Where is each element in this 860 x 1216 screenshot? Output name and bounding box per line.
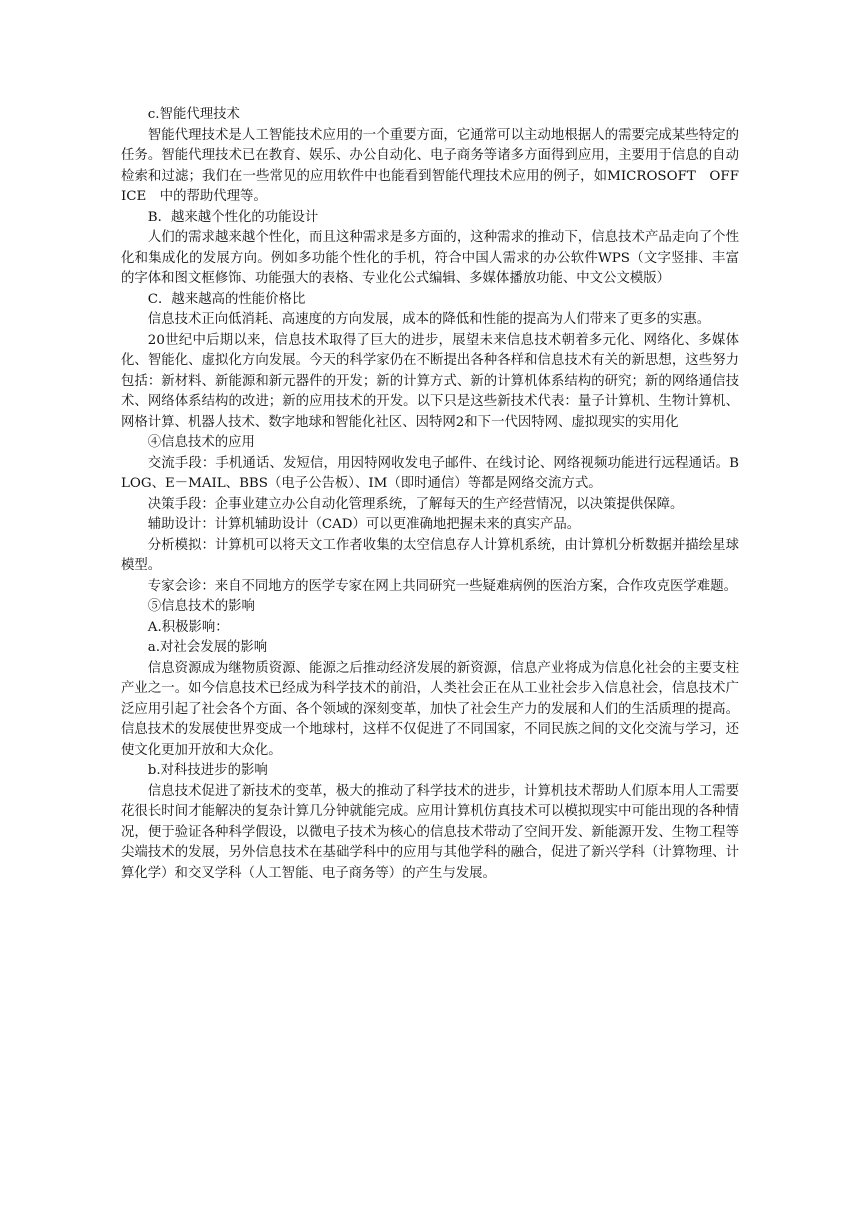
paragraph-intelligent-agent: 智能代理技术是人工智能技术应用的一个重要方面，它通常可以主动地根据人的需要完成某些特定的任务。智能代理技术已在教育、娱乐、办公自动化、电子商务等诸多方面得到应用，主要用于信息的自动检索和过滤；我们在一些常见的应用软件中也能看到智能代理技术应用的例子，如MICROSOFT OFFICE 中的帮助代理等。 (121, 127, 739, 204)
paragraph-price-performance: 信息技术正向低消耗、高速度的方向发展，成本的降低和性能的提高为人们带来了更多的实惠。 (147, 312, 711, 327)
paragraph-social-impact: 信息资源成为继物质资源、能源之后推动经济发展的新资源，信息产业将成为信息化社会的主要支柱产业之一。如今信息技术已经成为科学技术的前沿，人类社会正在从工业社会步入信息社会，信息技术广泛应用引起了社会各个方面、各个领域的深刻变革，加快了社会生产力的发展和人们的生活质理的提高。信息技术的发展使世界变成一个地球村，这样不仅促进了不同国家，不同民族之间的文化交流与学习，还使文化更加开放和大众化。 (121, 660, 739, 758)
heading-price-performance: C．越来越高的性能价格比 (147, 291, 306, 307)
document-page (121, 105, 739, 884)
heading-social-impact: a.对社会发展的影响 (147, 640, 268, 655)
heading-personalized-design: B．越来越个性化的功能设计 (147, 209, 319, 225)
paragraph-consultation: 专家会诊：来自不同地方的医学专家在网上共同研究一些疑难病例的医治方案，合作攻克医学难题。 (147, 578, 737, 594)
heading-positive-impact: A.积极影响： (147, 619, 229, 635)
paragraph-simulation: 分析模拟：计算机可以将天文工作者收集的太空信息存人计算机系统，由计算机分析数据并描绘星球模型。 (121, 537, 739, 573)
paragraph-communication: 交流手段：手机通话、发短信，用因特网收发电子邮件、在线讨论、网络视频功能进行远程通话。BLOG、E－MAIL、BBS（电子公告板）、IM（即时通信）等都是网络交流方式。 (121, 455, 739, 491)
paragraph-decision: 决策手段：企事业建立办公自动化管理系统，了解每天的生产经营情况，以决策提供保障。 (147, 496, 684, 512)
heading-it-impact: ⑤信息技术的影响 (147, 599, 255, 614)
heading-it-applications: ④信息技术的应用 (147, 435, 255, 450)
heading-tech-impact: b.对科技进步的影响 (147, 763, 268, 778)
paragraph-tech-impact: 信息技术促进了新技术的变革，极大的推动了科学技术的进步，计算机技术帮助人们原本用人工需要花很长时间才能解决的复杂计算几分钟就能完成。应用计算机仿真技术可以模拟现实中可能出现的各种情况，便于验证各种科学假设，以微电子技术为核心的信息技术带动了空间开发、新能源开发、生物工程等尖端技术的发展，另外信息技术在基础学科中的应用与其他学科的融合，促进了新兴学科（计算物理、计算化学）和交叉学科（人工智能、电子商务等）的产生与发展。 (121, 783, 739, 881)
paragraph-cad: 辅助设计：计算机辅助设计（CAD）可以更准确地把握未来的真实产品。 (147, 517, 581, 532)
paragraph-future-trends: 20世纪中后期以来，信息技术取得了巨大的进步，展望未来信息技术朝着多元化、网络化、多媒体化、智能化、虚拟化方向发展。今天的科学家仍在不断提出各种各样和信息技术有关的新思想，这些努力包括：新材料、新能源和新元器件的开发；新的计算方式、新的计算机体系结构的研究；新的网络通信技术、网络体系结构的改进；新的应用技术的开发。以下只是这些新技术代表：量子计算机、生物计算机、网格计算、机器人技术、数字地球和智能化社区、因特网2和下一代因特网、虚拟现实的实用化 (121, 332, 739, 430)
paragraph-personalized-design: 人们的需求越来越个性化，而且这种需求是多方面的，这种需求的推动下，信息技术产品走向了个性化和集成化的发展方向。例如多功能个性化的手机，符合中国人需求的办公软件WPS（文字竖排、丰富的字体和图文框修饰、功能强大的表格、专业化公式编辑、多媒体播放功能、中文公文模版） (121, 230, 739, 286)
heading-intelligent-agent: c.智能代理技术 (147, 107, 240, 122)
